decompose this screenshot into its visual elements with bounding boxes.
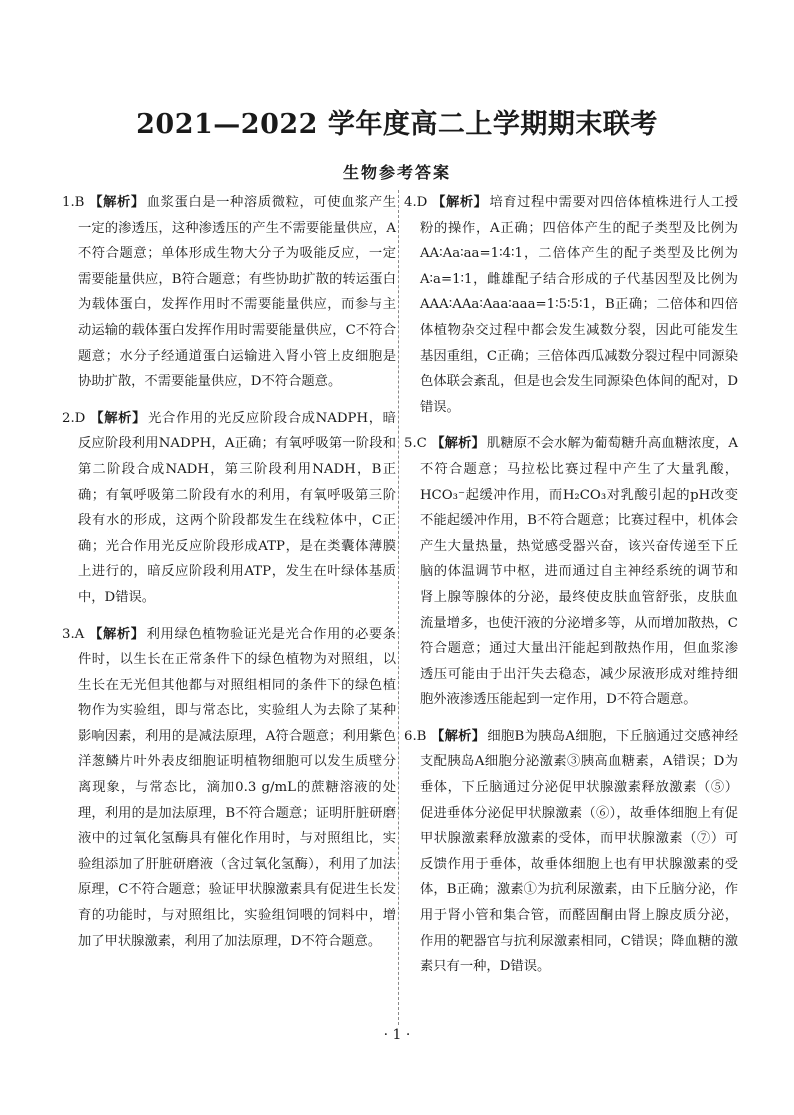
analysis-tag: 【解析】 xyxy=(89,626,145,642)
answer-item xyxy=(62,406,396,611)
answer-number: 1.B xyxy=(62,195,85,210)
answer-text: 培育过程中需要对四倍体植株进行人工授粉的操作，A正确；四倍体产生的配子类型及比例为AA∶Aa∶aa=1∶4∶1，二倍体产生的配子类型及比例为A∶a=1∶1，雌雄配子结合形成的子代基因型及比例为AAA∶AAa∶Aaa∶aaa=1∶5∶5∶1，B正确；二倍体和四倍体植物杂交过程中都会发生减数分裂，因此可能发生基因重组，C正确；三倍体西瓜减数分裂过程中同源染色体联会紊乱，但是也会发生同源染色体间的配对，D错误。 xyxy=(419,195,739,415)
answer-text: 细胞B为胰岛A细胞，下丘脑通过交感神经支配胰岛A细胞分泌激素③胰高血糖素，A错误；D为垂体，下丘脑通过分泌促甲状腺激素释放激素（⑤）促进垂体分泌促甲状腺激素（⑥），故垂体细胞上有促甲状腺激素释放激素的受体，而甲状腺激素（⑦）可反馈作用于垂体，故垂体细胞上也有甲状腺激素的受体，B正确；激素①为抗利尿激素，由下丘脑分泌，作用于肾小管和集合管，而醛固酮由肾上腺皮质分泌，作用的靶器官与抗利尿激素相同，C错误；降血糖的激素只有一种，D错误。 xyxy=(419,728,739,975)
answer-text: 血浆蛋白是一种溶质微粒，可使血浆产生一定的渗透压，这种渗透压的产生不需要能量供应，A不符合题意；单体形成生物大分子为吸能反应，一定需要能量供应，B符合题意；有些协助扩散的转运蛋白为载体蛋白，发挥作用时不需要能量供应，而参与主动运输的载体蛋白发挥作用时需要能量供应，C不符合题意；水分子经通道蛋白运输进入肾小管上皮细胞是协助扩散，不需要能量供应，D不符合题意。 xyxy=(77,195,397,390)
answer-text: 光合作用的光反应阶段合成NADPH，暗反应阶段利用NADPH，A正确；有氧呼吸第一阶段和第二阶段合成NADH，第三阶段利用NADH，B正确；有氧呼吸第二阶段有水的利用，有氧呼吸第三阶段有水的形成，这两个阶段都发生在线粒体中，C正确；光合作用光反应阶段形成ATP，是在类囊体薄膜上进行的，暗反应阶段利用ATP，发生在叶绿体基质中，D错误。 xyxy=(77,410,396,605)
answer-number: 4.D xyxy=(404,195,428,210)
answer-number: 5.C xyxy=(404,436,427,452)
answer-number: 6.B xyxy=(404,728,427,744)
answer-item xyxy=(404,724,738,980)
answer-item xyxy=(404,431,738,713)
answer-item xyxy=(404,190,738,420)
page-number: · 1 · xyxy=(383,1027,411,1043)
analysis-tag: 【解析】 xyxy=(431,728,486,744)
answer-text: 利用绿色植物验证光是光合作用的必要条件时，以生长在正常条件下的绿色植物为对照组，以生长在无光但其他都与对照组相同的条件下的绿色植物作为实验组，即与常态比，实验组人为去除了某种影响因素，利用的是减法原理，A符合题意；利用紫色洋葱鳞片叶外表皮细胞证明植物细胞可以发生质壁分离现象，与常态比，滴加0.3 g/mL的蔗糖溶液的处理，利用的是加法原理，B不符合题意；证明肝脏研磨液中的过氧化氢酶具有催化作用时，与对照组比，实验组添加了肝脏研磨液（含过氧化氢酶），利用了加法原理，C不符合题意；验证甲状腺激素具有促进生长发育的功能时，与对照组比，实验组饲喂的饲料中，增加了甲状腺激素，利用了加法原理，D不符合题意。 xyxy=(77,626,397,949)
column-divider xyxy=(398,190,399,1025)
analysis-tag: 【解析】 xyxy=(89,195,145,210)
right-column xyxy=(404,190,738,989)
answer-number: 2.D xyxy=(62,410,86,426)
left-column xyxy=(62,190,396,963)
analysis-tag: 【解析】 xyxy=(431,436,485,452)
answer-text: 肌糖原不会水解为葡萄糖升高血糖浓度，A不符合题意；马拉松比赛过程中产生了大量乳酸，HCO₃⁻起缓冲作用，而H₂CO₃对乳酸引起的pH改变不能起缓冲作用，B不符合题意；比赛过程中，机体会产生大量热量，热觉感受器兴奋，该兴奋传递至下丘脑的体温调节中枢，进而通过自主神经系统的调节和肾上腺等腺体的分泌，最终使皮肤血管舒张，皮肤血流量增多，也使汗液的分泌增多等，从而增加散热，C符合题意；通过大量出汗能起到散热作用，但血浆渗透压可能由于出汗失去稳态，减少尿液形成对维持细胞外液渗透压能起到一定作用，D不符合题意。 xyxy=(419,436,739,708)
page-title: 2021—2022 学年度高二上学期期末联考 xyxy=(136,109,658,140)
answer-number: 3.A xyxy=(62,626,85,642)
answer-item xyxy=(62,622,396,955)
page-subtitle: 生物参考答案 xyxy=(342,163,451,182)
analysis-tag: 【解析】 xyxy=(432,195,488,210)
answer-item xyxy=(62,190,396,395)
analysis-tag: 【解析】 xyxy=(90,410,147,426)
